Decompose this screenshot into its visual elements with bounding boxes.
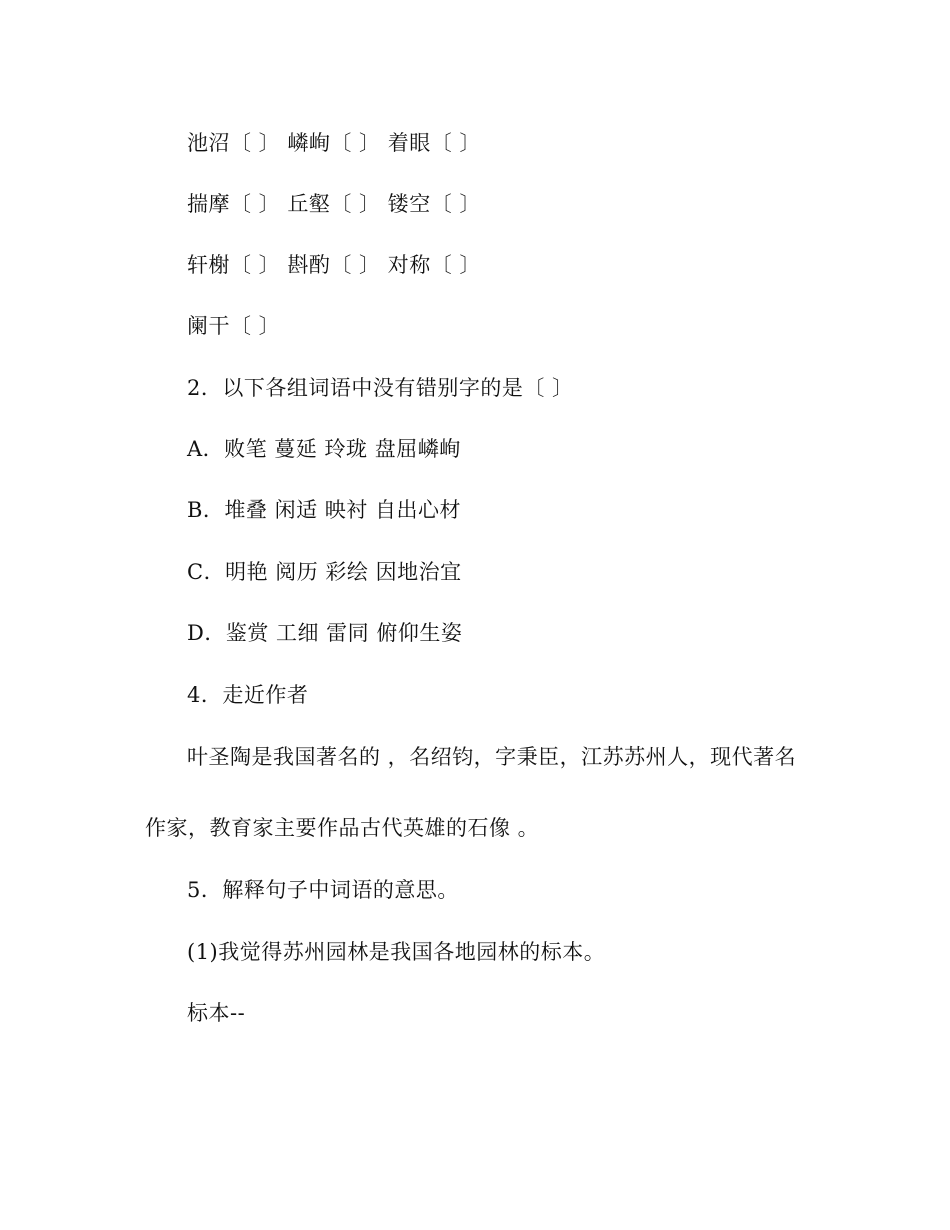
question-2: 2．以下各组词语中没有错别字的是〔 〕	[187, 376, 574, 400]
option-a: A．败笔 蔓延 玲珑 盘屈嶙峋	[187, 437, 461, 461]
option-b: B．堆叠 闲适 映衬 自出心材	[187, 498, 461, 522]
option-c: C．明艳 阅历 彩绘 因地治宜	[187, 560, 462, 584]
vocab-row-4: 阑干〔 〕	[187, 314, 281, 338]
vocab-row-2: 揣摩〔 〕 丘壑〔 〕 镂空〔 〕	[187, 192, 481, 216]
section-4-heading: 4．走近作者	[187, 683, 309, 707]
option-d: D．鉴赏 工细 雷同 俯仰生姿	[187, 621, 463, 645]
vocab-row-3: 轩榭〔 〕 斟酌〔 〕 对称〔 〕	[187, 253, 481, 277]
sentence-1: (1)我觉得苏州园林是我国各地园林的标本。	[187, 940, 606, 964]
author-paragraph-line-2: 作家，教育家主要作品古代英雄的石像 。	[145, 816, 540, 840]
author-paragraph-line-1: 叶圣陶是我国著名的 ，名绍钧，字秉臣，江苏苏州人，现代著名	[187, 745, 797, 769]
vocab-row-1: 池沼〔 〕 嶙峋〔 〕 着眼〔 〕	[187, 131, 481, 155]
section-5-heading: 5．解释句子中词语的意思。	[187, 878, 459, 902]
answer-line-biaoben: 标本--	[187, 1001, 246, 1025]
